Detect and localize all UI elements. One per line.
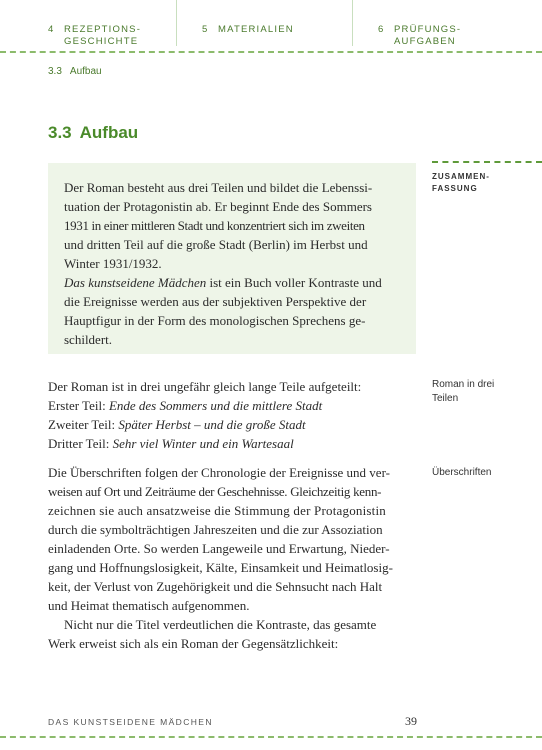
nav-divider xyxy=(0,51,542,53)
body-line: Werk erweist sich als ein Roman der Gegensätzlichkeit: xyxy=(48,636,339,651)
margin-note-headings xyxy=(432,466,537,480)
part-label: Zweiter Teil: xyxy=(48,417,119,432)
summary-line: ist ein Buch voller Kontraste und xyxy=(206,275,382,290)
margin-note-line: Teilen xyxy=(432,393,459,404)
part-label: Dritter Teil: xyxy=(48,436,113,451)
section-title: Aufbau xyxy=(79,123,139,142)
breadcrumb-number: 3.3 xyxy=(48,66,62,77)
tab-pruefungsaufgaben[interactable] xyxy=(378,0,518,46)
tab-label-line2: GESCHICHTE xyxy=(64,36,139,47)
summary-line: Der Roman besteht aus drei Teilen und bildet die Lebenssi- xyxy=(64,180,373,195)
part-title: Sehr viel Winter und ein Wartesaal xyxy=(112,436,294,451)
tab-label-line1: MATERIALIEN xyxy=(218,24,294,35)
body-line: Nicht nur die Titel verdeutlichen die Kontraste, das gesamte xyxy=(64,617,377,632)
tab-label-line2: AUFGABEN xyxy=(394,36,456,47)
tab-divider xyxy=(352,0,353,46)
summary-box xyxy=(48,163,416,354)
breadcrumb-label: Aufbau xyxy=(69,66,102,77)
summary-line: schildert. xyxy=(64,332,113,347)
running-footer-title: DAS KUNSTSEIDENE MÄDCHEN xyxy=(48,717,213,727)
body-line: keit, der Verlust von Zugehörigkeit und die Sehnsucht nach Halt xyxy=(48,579,383,594)
summary-line: tuation der Protagonistin ab. Er beginnt Ende des Sommers xyxy=(64,199,372,214)
part-title: Später Herbst – und die große Stadt xyxy=(118,417,306,432)
section-heading xyxy=(48,123,138,143)
page-number: 39 xyxy=(405,714,417,728)
tab-divider xyxy=(176,0,177,46)
book-title-italic: Das kunstseidene Mädchen xyxy=(64,275,207,290)
body-line: Die Überschriften folgen der Chronologie der Ereignisse und ver- xyxy=(48,465,390,480)
summary-line: Hauptfigur in der Form des monologischen Sprechens ge- xyxy=(64,313,366,328)
body-line: einladenden Orte. So werden Langeweile und Erwartung, Nieder- xyxy=(48,541,390,556)
tab-number: 4 xyxy=(48,24,55,35)
section-number: 3.3 xyxy=(48,123,72,142)
parts-intro: Der Roman ist in drei ungefähr gleich lange Teile aufgeteilt: xyxy=(48,379,362,394)
summary-line: Winter 1931/1932. xyxy=(64,256,162,271)
chapter-nav xyxy=(0,0,542,52)
part-title: Ende des Sommers und die mittlere Stadt xyxy=(108,398,323,413)
summary-line: 1931 in einer mittleren Stadt und konzentriert sich im zweiten xyxy=(64,218,365,233)
body-line: zeichnen sie auch ansatzweise die Stimmung der Protagonistin xyxy=(48,503,386,518)
summary-text xyxy=(64,178,401,349)
tab-rezeptionsgeschichte[interactable] xyxy=(48,0,168,46)
tab-materialien[interactable] xyxy=(202,0,342,46)
body-text xyxy=(48,463,416,653)
body-line: durch die symbolträchtigen Jahreszeiten und die zur Assoziation xyxy=(48,522,383,537)
summary-line: die Ereignisse werden aus der subjektiven Perspektive der xyxy=(64,294,367,309)
footer-divider xyxy=(0,736,542,738)
margin-note-summary xyxy=(432,171,537,195)
margin-note-line: FASSUNG xyxy=(432,184,478,193)
margin-note-line: Roman in drei xyxy=(432,379,495,390)
parts-list xyxy=(48,377,416,453)
body-line: gang und Hoffnungslosigkeit, Kälte, Einsamkeit und Heimatlosig- xyxy=(48,560,393,575)
tab-label-line1: REZEPTIONS- xyxy=(64,24,142,35)
margin-note-line: Überschriften xyxy=(432,467,492,478)
tab-number: 6 xyxy=(378,24,385,35)
margin-divider xyxy=(432,161,542,163)
breadcrumb xyxy=(48,66,102,77)
margin-note-parts xyxy=(432,378,537,406)
tab-number: 5 xyxy=(202,24,209,35)
summary-line: und dritten Teil auf die große Stadt (Berlin) im Herbst und xyxy=(64,237,368,252)
body-line: und Heimat thematisch aufgenommen. xyxy=(48,598,250,613)
tab-label-line1: PRÜFUNGS- xyxy=(394,24,462,35)
part-label: Erster Teil: xyxy=(48,398,109,413)
paragraph xyxy=(48,463,416,653)
margin-note-line: ZUSAMMEN- xyxy=(432,172,490,181)
body-line: weisen auf Ort und Zeiträume der Geschehnisse. Gleichzeitig kenn- xyxy=(48,484,382,499)
